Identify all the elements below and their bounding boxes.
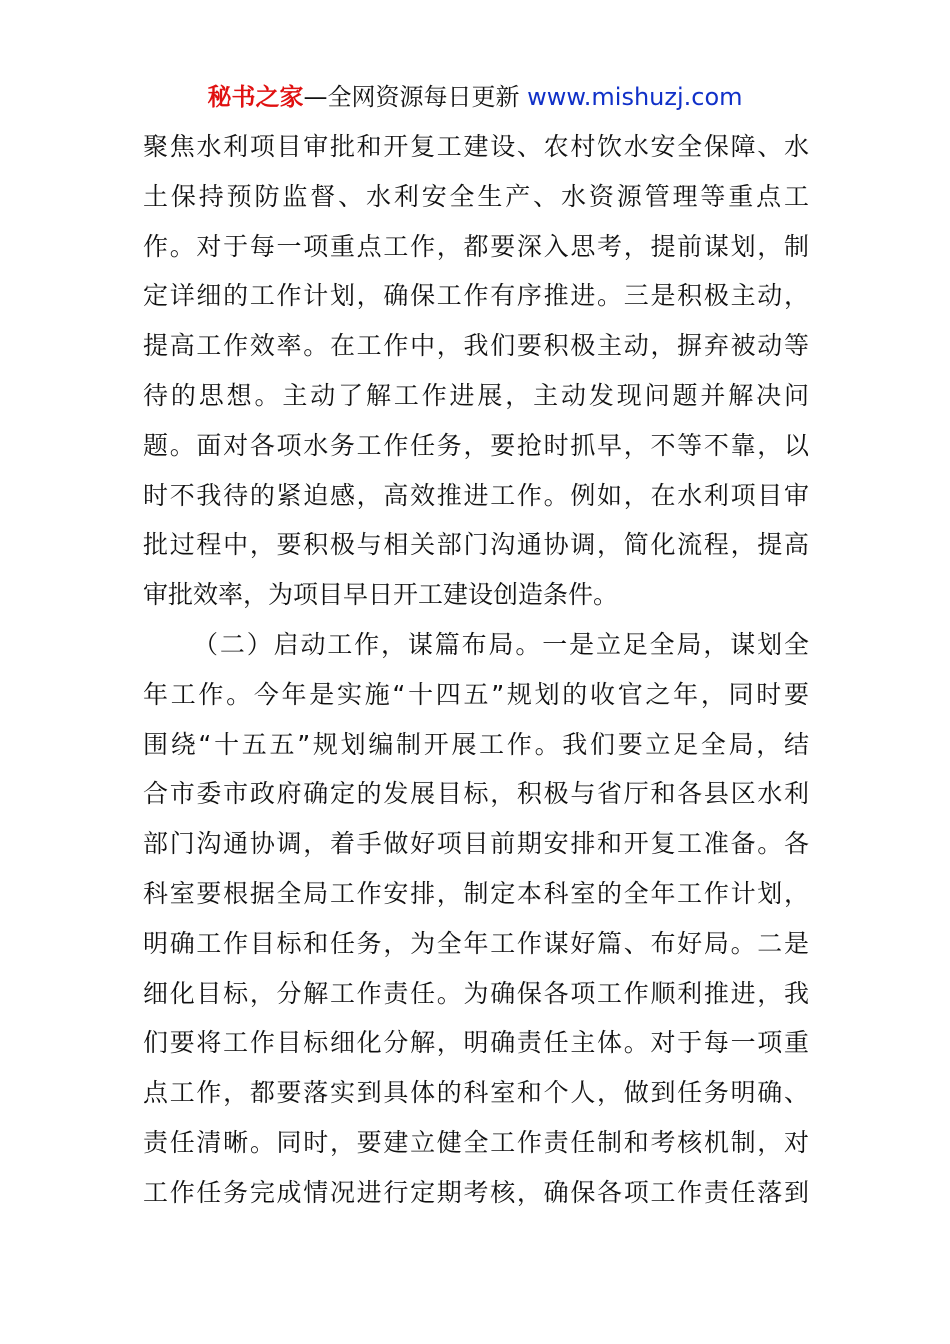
site-brand: 秘书之家 [207,83,304,111]
site-tagline: —全网资源每日更新 [303,83,520,111]
text-line: 聚焦水利项目审批和开复工建设、农村饮水安全保障、水 [143,132,809,161]
site-url-link[interactable]: www.mishuzj.com [519,83,743,111]
text-line: 土保持预防监督、水利安全生产、水资源管理等重点工 [143,181,809,211]
text-line: 批过程中，要积极与相关部门沟通协调，简化流程，提高 [143,530,809,560]
page-header [0,80,950,114]
text-line: 审批效率，为项目早日开工建设创造条件。 [143,580,619,610]
text-line: 科室要根据全局工作安排，制定本科室的全年工作计划， [143,878,809,908]
text-line: 点工作，都要落实到具体的科室和个人，做到任务明确、 [143,1078,809,1108]
text-line: 时不我待的紧迫感，高效推进工作。例如，在水利项目审 [143,480,809,510]
text-line: 围绕“十五五”规划编制开展工作。我们要立足全局，结 [143,729,809,759]
text-line: 责任清晰。同时，要建立健全工作责任制和考核机制，对 [143,1127,809,1157]
text-line: 合市委市政府确定的发展目标，积极与省厅和各县区水利 [143,779,809,809]
text-line: 年工作。今年是实施“十四五”规划的收官之年，同时要 [143,679,809,709]
text-line: 工作任务完成情况进行定期考核，确保各项工作责任落到 [143,1177,809,1207]
text-line: 定详细的工作计划，确保工作有序推进。三是积极主动， [143,281,809,311]
text-line: 题。面对各项水务工作任务，要抢时抓早，不等不靠，以 [143,430,809,460]
text-line: 细化目标，分解工作责任。为确保各项工作顺利推进，我 [143,978,809,1008]
text-line: 待的思想。主动了解工作进展，主动发现问题并解决问 [143,380,809,410]
document-body [143,122,809,1218]
paragraph-start-line: （二）启动工作，谋篇布局。一是立足全局，谋划全 [193,629,809,659]
text-line: 作。对于每一项重点工作，都要深入思考，提前谋划，制 [143,231,809,261]
text-line: 明确工作目标和任务，为全年工作谋好篇、布好局。二是 [143,928,809,958]
text-line: 提高工作效率。在工作中，我们要积极主动，摒弃被动等 [143,331,809,361]
text-line: 们要将工作目标细化分解，明确责任主体。对于每一项重 [143,1028,809,1058]
text-line: 部门沟通协调，着手做好项目前期安排和开复工准备。各 [143,829,809,859]
